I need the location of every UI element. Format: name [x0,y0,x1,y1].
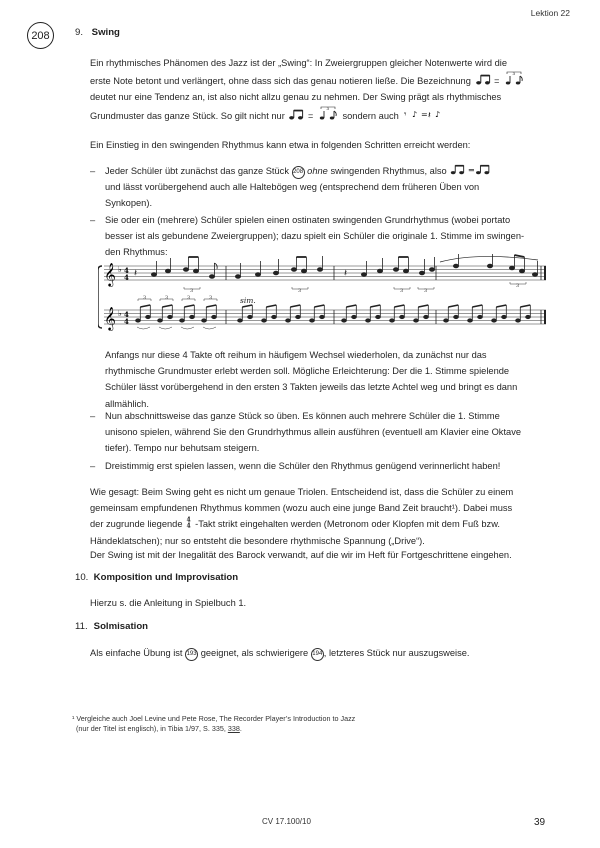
text-line: Wie gesagt: Beim Swing geht es nicht um genaue Triolen. Entscheidend ist, dass die Schüler zu einem [90,487,514,497]
svg-text:𝄽: 𝄽 [428,110,432,120]
triplet-swing-icon [503,71,525,85]
section-11-text [90,645,470,661]
text-span: swingenden Rhythmus, also [330,166,447,176]
upper-melody [134,254,538,279]
section-number: 11. [75,621,88,632]
text-line: erste Note betont und verlängert, ohne dass sich das genau notieren ließe. Die Bezeichnung = 3 [90,71,560,89]
text-span: -Takt strikt eingehalten werden (Metronom oder Klopfen mit dem Fuß bzw. [195,519,500,530]
svg-text:3: 3 [516,283,520,289]
text-line: deutet nur eine Tendenz an, ist also nicht allzu genau zu nehmen. Der Swing prägt als rhythmisches [90,92,502,103]
svg-text:3: 3 [512,71,515,77]
text-line: Synkopen). [105,198,153,209]
flat-icon: ♭ [118,309,122,318]
piece-ref-badge: 193 [185,648,198,661]
footnote [72,714,542,734]
piece-ref-badge: 194 [311,648,324,661]
quarter-rest-icon: 𝄽 [344,268,348,279]
text-line: den Rhythmus: [105,247,168,258]
text-line: Händeklatschen); nur so entsteht die besondere rhythmische Spannung („Drive“). [90,535,425,546]
eighth-pair-icon [475,74,491,85]
text-span: erste Note betont und verlängert, ohne dass sich das genau notieren ließe. Die Bezeichnung [90,76,471,87]
text-line: Schüler lässt vorübergehend in den ersten 3 Takten jeweils das letzte Achtel weg und bringt es dann [105,382,518,393]
svg-text:♪: ♪ [412,109,418,119]
footnote-line [72,724,542,734]
svg-text:4: 4 [186,516,191,524]
common-time-signature-icon [186,516,194,528]
section-10-heading [75,572,238,583]
section-number: 9. [75,27,84,38]
text-line [90,516,560,532]
text-line: Sie oder ein (mehrere) Schüler spielen einen ostinaten swingenden Grundrhythmus (wobei portato [105,215,511,225]
rest-eighth-swing-icon [402,108,446,120]
bullet-dash: – [90,461,96,471]
svg-text:=: = [468,164,476,175]
svg-text:♪: ♪ [435,109,441,119]
flat-icon: ♭ [118,265,122,274]
text-line: Nun abschnittsweise das ganze Stück so üben. Es können auch mehrere Schüler die 1. Stimme [105,411,500,421]
text-line: gemeinsam empfundenen Rhythmus kommen (wozu auch eine junge Band Zeit braucht¹). Dabei muss [90,503,513,514]
paragraph-2: Ein Einstieg in den swingenden Rhythmus kann etwa in folgenden Schritten erreicht werden: [90,140,471,150]
text-line: rhythmische Grundmuster erlebt werden soll. Mögliche Erleichterung: Der die 1. Stimme spielende [105,366,510,377]
time-signature: 4 [124,266,129,275]
text-span: Grundmuster das ganze Stück. So gilt nicht nur [90,110,285,121]
triplet-swing-icon [317,106,339,120]
system-bracket [98,266,102,328]
text-line: Ein rhythmisches Phänomen des Jazz ist der „Swing“: In Zweiergruppen gleicher Notenwerte wird die [90,58,508,68]
svg-text:𝄾: 𝄾 [404,109,407,120]
bullet-dash: – [90,215,96,225]
footnote-line: ¹ Vergleiche auch Joel Levine und Pete Rose, The Recorder Player’s Introduction to Jazz [72,714,356,723]
section-title: Swing [91,27,120,38]
text-span: (nur der Titel ist englisch), in Tibia 1/97, S. 335, [76,724,226,733]
text-line: allmählich. [105,398,149,409]
text-span: , letzteres Stück nur auszugsweise. [323,648,470,658]
quarter-rest-icon: 𝄽 [134,268,138,279]
time-signature: 4 [124,317,129,326]
text-span: geeignet, als schwierigere [200,648,309,658]
bullet-dash: – [90,166,96,176]
svg-text:3: 3 [209,295,213,301]
svg-text:3: 3 [143,295,147,301]
svg-text:3: 3 [190,288,194,294]
paragraph-3 [105,347,560,412]
text-line: Grundmuster das ganze Stück. So gilt nicht nur = 3 sondern auch 𝄾 ♪ = 𝄽 ♪ [90,106,560,124]
text-line: Dreistimmig erst spielen lassen, wenn die Schüler den Rhythmus genügend verinnerlicht haben! [105,461,501,471]
text-span: Als einfache Übung ist [90,648,183,658]
text-span: der zugrunde liegende [90,519,183,530]
triplet-brackets-upper [184,254,526,294]
time-signature: 4 [124,310,129,319]
piece-number-badge: 208 [27,22,54,49]
time-signature: 4 [124,273,129,282]
section-10-text: Hierzu s. die Anleitung in Spielbuch 1. [90,598,247,608]
eighth-pair-icon [288,109,304,120]
text-span: Jeder Schüler übt zunächst das ganze Stück [105,166,289,176]
text-line [105,163,560,179]
svg-text:3: 3 [400,288,404,294]
underlined-page: 338 [227,724,240,733]
section-title: Komposition und Improvisation [93,572,239,583]
svg-text:4: 4 [186,522,191,529]
svg-text:3: 3 [165,295,169,301]
section-11-heading [75,621,148,632]
svg-text:3: 3 [298,288,302,294]
treble-clef-icon: 𝄞 [104,262,116,286]
simile-marking: sim. [240,296,256,305]
paragraph-1 [90,55,560,124]
text-line: und lässt vorübergehend auch alle Haltebögen weg (entsprechend dem früheren Üben von [105,182,480,193]
section-title: Solmisation [93,621,149,632]
lesson-label: Lektion 22 [530,8,570,18]
text-line: besser ist als gebundene Zweiergruppen); dazu spielt ein Schüler die originale 1. Stimme im swingen- [105,231,525,242]
treble-clef-icon: 𝄞 [104,306,116,330]
catalog-number: CV 17.100/10 [262,817,311,826]
text-line: Anfangs nur diese 4 Takte oft reihum in häufigem Wechsel wiederholen, da zunächst nur das [105,350,487,360]
page-number: 39 [534,817,546,828]
svg-text:=: = [421,109,429,119]
bullet-dash: – [90,411,96,421]
text-span: sondern auch [342,110,399,121]
svg-text:3: 3 [187,295,191,301]
svg-text:3: 3 [424,288,428,294]
emphasis-text: ohne [307,166,328,176]
paragraph-4 [90,484,560,549]
eighth-pair-icon [450,164,492,175]
svg-text:3: 3 [326,105,329,111]
piece-ref-badge: 208 [292,166,305,179]
music-score [98,254,550,342]
text-line: tiefer). Tempo nur behutsam steigern. [105,443,260,454]
section-9-heading [75,27,120,38]
section-number: 10. [75,572,89,583]
paragraph-5: Der Swing ist mit der Inegalität des Barock verwandt, auf die wir im Heft für Fortgeschrittene eingehen. [90,550,512,560]
text-span: . [239,724,242,733]
text-line: unisono spielen, während Sie den Grundrhythmus allein ausführen (eventuell am Klavier eine Oktave [105,427,522,438]
